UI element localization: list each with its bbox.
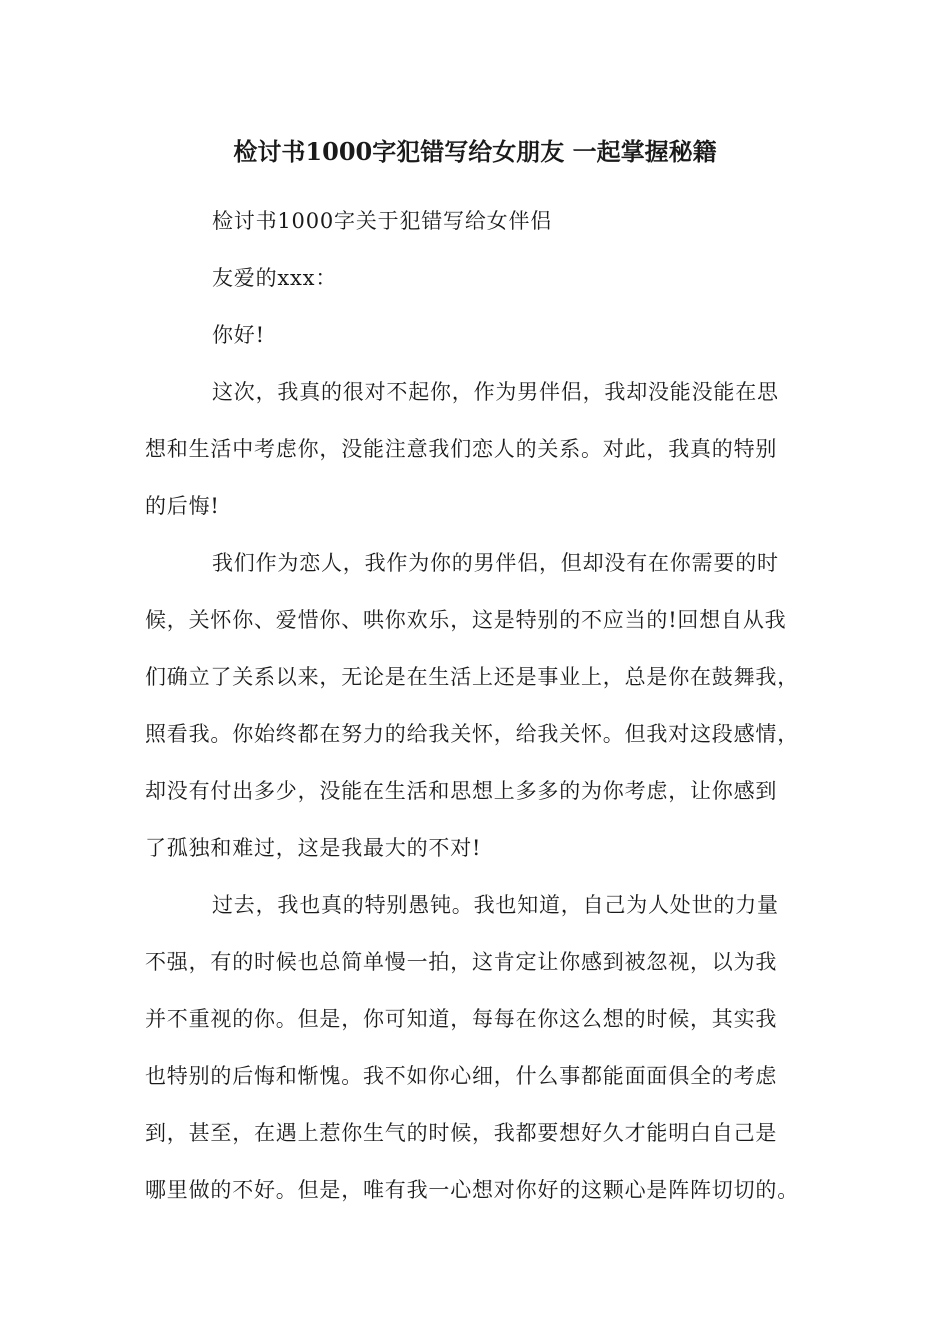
paragraph-2-line-3: 们确立了关系以来，无论是在生活上还是事业上，总是你在鼓舞我，: [145, 665, 799, 689]
paragraph-1-line-3: 的后悔!: [145, 494, 220, 518]
salutation-line: 友爱的xxx：: [212, 266, 338, 290]
paragraph-2-line-5: 却没有付出多少，没能在生活和思想上多多的为你考虑，让你感到: [145, 779, 778, 803]
paragraph-3-line-5: 到，甚至，在遇上惹你生气的时候，我都要想好久才能明白自己是: [145, 1121, 778, 1145]
paragraph-1-line-1: 这次，我真的很对不起你，作为男伴侣，我却没能没能在思: [212, 380, 779, 404]
paragraph-1-line-2: 想和生活中考虑你，没能注意我们恋人的关系。对此，我真的特别: [145, 437, 778, 461]
document-title: 检讨书1000字犯错写给女朋友 一起掌握秘籍: [233, 137, 717, 166]
paragraph-2-line-4: 照看我。你始终都在努力的给我关怀，给我关怀。但我对这段感情，: [145, 722, 799, 746]
paragraph-2-line-6: 了孤独和难过，这是我最大的不对!: [145, 836, 482, 860]
paragraph-2-line-1: 我们作为恋人，我作为你的男伴侣，但却没有在你需要的时: [212, 551, 779, 575]
paragraph-3-line-1: 过去，我也真的特别愚钝。我也知道，自己为人处世的力量: [212, 893, 779, 917]
paragraph-3-line-3: 并不重视的你。但是，你可知道，每每在你这么想的时候，其实我: [145, 1007, 778, 1031]
paragraph-3-line-2: 不强，有的时候也总简单慢一拍，这肯定让你感到被忽视，以为我: [145, 950, 778, 974]
subtitle-line: 检讨书1000字关于犯错写给女伴侣: [212, 209, 553, 233]
paragraph-3-line-4: 也特别的后悔和惭愧。我不如你心细，什么事都能面面俱全的考虑: [145, 1064, 778, 1088]
paragraph-2-line-2: 候，关怀你、爱惜你、哄你欢乐，这是特别的不应当的!回想自从我: [145, 608, 787, 632]
paragraph-3-line-6: 哪里做的不好。但是，唯有我一心想对你好的这颗心是阵阵切切的。: [145, 1178, 799, 1202]
greeting-line: 你好!: [212, 323, 265, 347]
